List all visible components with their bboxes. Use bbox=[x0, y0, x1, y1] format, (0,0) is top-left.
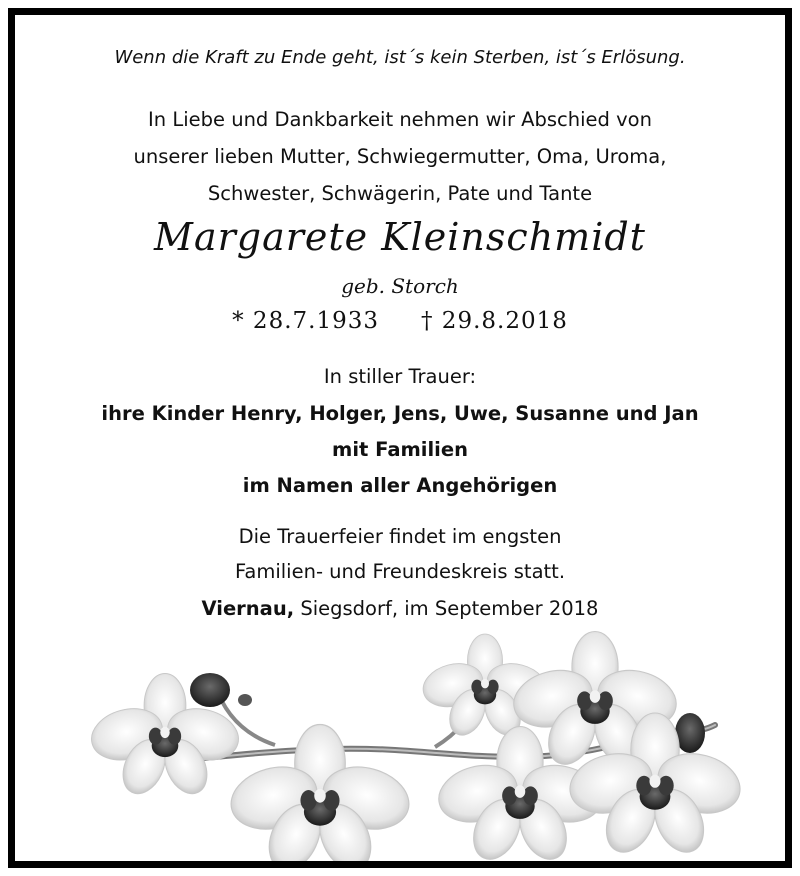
intro-line: Schwester, Schwägerin, Pate und Tante bbox=[207, 182, 593, 205]
place-rest: Siegsdorf, im September 2018 bbox=[294, 597, 599, 620]
deceased-name: Margarete Kleinschmidt bbox=[154, 215, 646, 259]
orchid-branch-illustration bbox=[15, 615, 785, 861]
mourners bbox=[15, 396, 785, 504]
motto: Wenn die Kraft zu Ende geht, ist´s kein Sterben, ist´s Erlösung. bbox=[114, 47, 686, 68]
birth-date: * 28.7.1933 bbox=[232, 308, 379, 334]
mourners-line: im Namen aller Angehörigen bbox=[242, 474, 558, 497]
ceremony-line: Die Trauerfeier findet im engsten bbox=[238, 525, 562, 548]
life-dates bbox=[15, 308, 785, 334]
intro-line: In Liebe und Dankbarkeit nehmen wir Abschied von bbox=[148, 108, 652, 131]
ceremony-line: Familien- und Freundeskreis statt. bbox=[234, 560, 566, 583]
obituary-frame bbox=[8, 8, 792, 868]
ceremony-note bbox=[15, 519, 785, 589]
intro-line: unserer lieben Mutter, Schwiegermutter, Oma, Uroma, bbox=[133, 145, 667, 168]
intro-text bbox=[15, 101, 785, 212]
death-date: † 29.8.2018 bbox=[421, 308, 568, 334]
mourning-label: In stiller Trauer: bbox=[323, 365, 477, 388]
place-town: Viernau, bbox=[201, 597, 295, 620]
mourners-line: ihre Kinder Henry, Holger, Jens, Uwe, Susanne und Jan bbox=[101, 402, 699, 425]
mourners-line: mit Familien bbox=[332, 438, 468, 461]
birth-name: geb. Storch bbox=[341, 274, 459, 298]
